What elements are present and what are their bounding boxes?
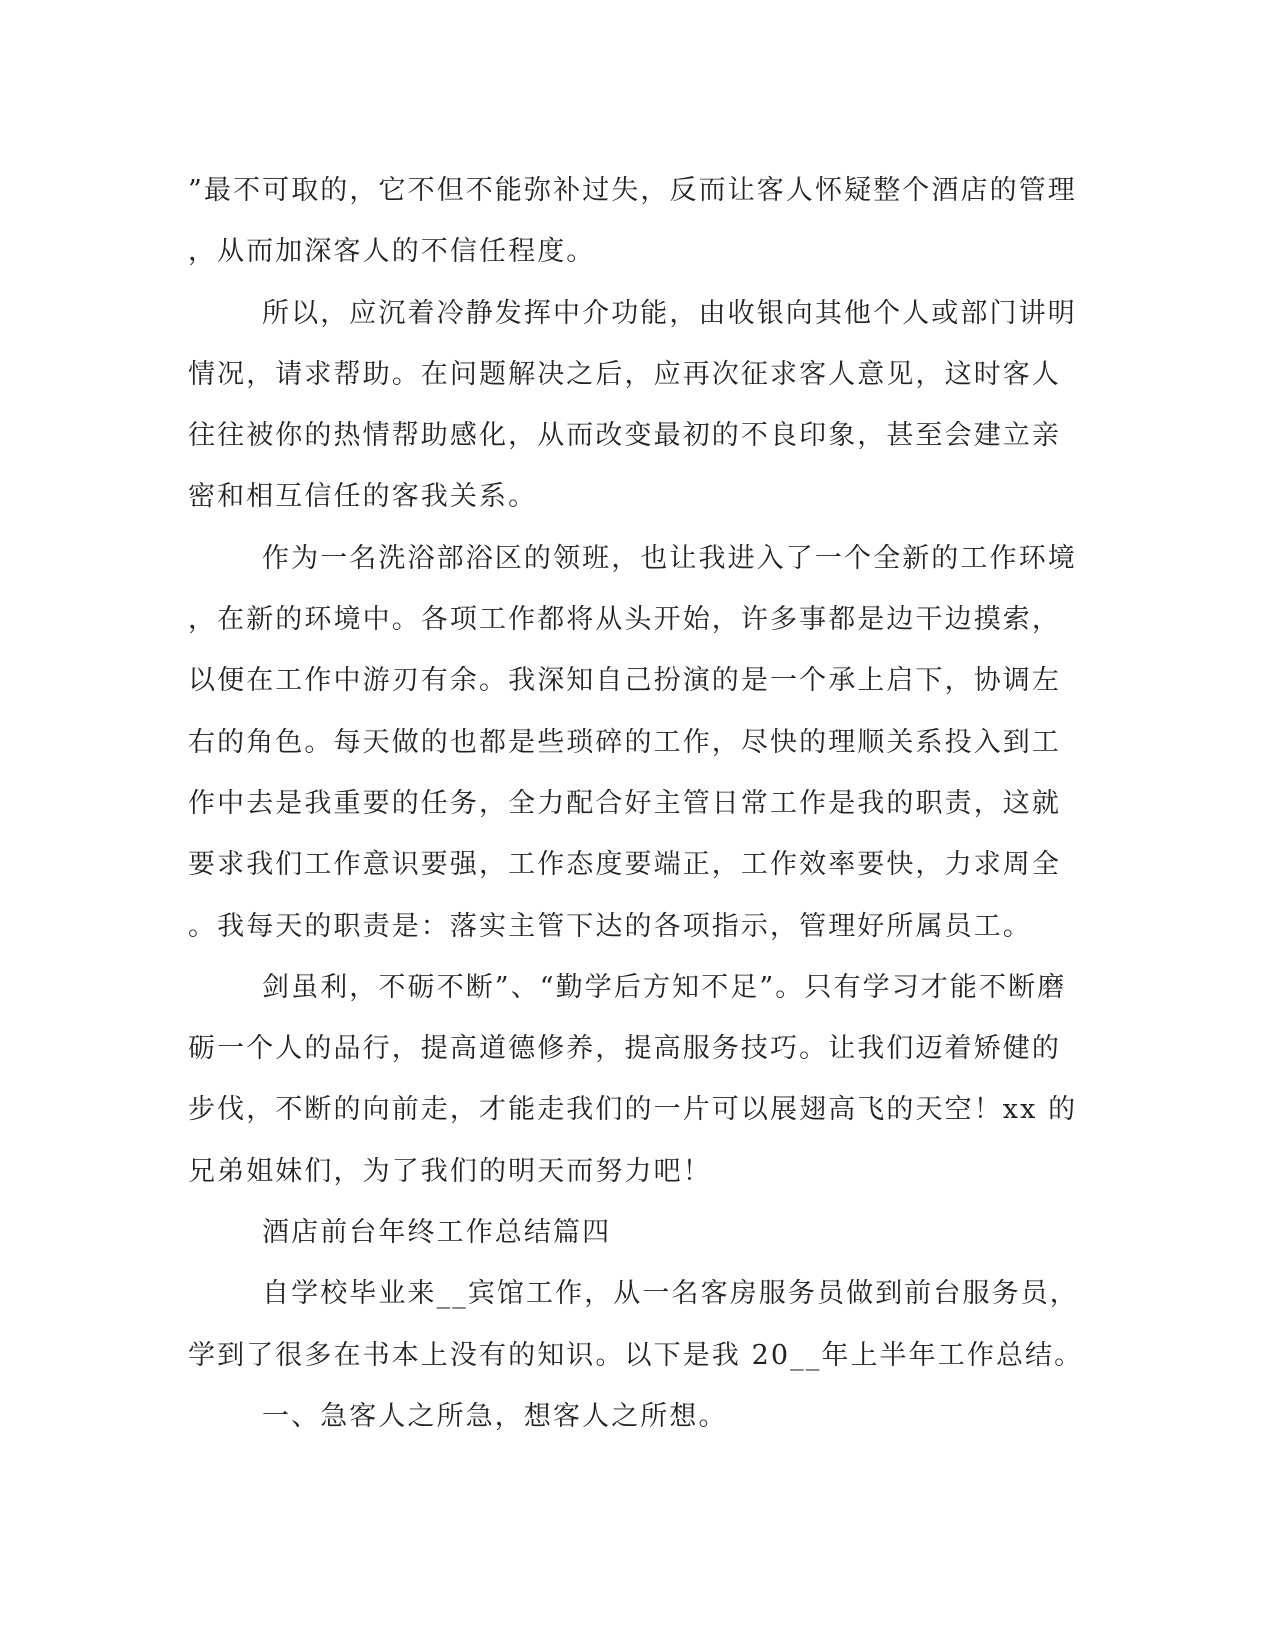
text-line: 作中去是我重要的任务，全力配合好主管日常工作是我的职责，这就 xyxy=(188,787,1061,819)
document-body xyxy=(188,160,1084,1447)
text-line: 砺一个人的品行，提高道德修养，提高服务技巧。让我们迈着矫健的 xyxy=(188,1033,1061,1065)
text-line: 要求我们工作意识要强，工作态度要端正，工作效率要快，力求周全 xyxy=(188,849,1061,881)
text-line: ，从而加深客人的不信任程度。 xyxy=(188,236,596,268)
text-line: 所以，应沉着冷静发挥中介功能，由收银向其他个人或部门讲明 xyxy=(262,297,1077,329)
text-line: 兄弟姐妹们，为了我们的明天而努力吧！ xyxy=(188,1155,712,1187)
text-line: 以便在工作中游刃有余。我深知自己扮演的是一个承上启下，协调左 xyxy=(188,665,1061,697)
text-line: 自学校毕业来__宾馆工作，从一名客房服务员做到前台服务员， xyxy=(262,1278,1079,1310)
text-line: 步伐，不断的向前走，才能走我们的一片可以展翅高飞的天空！xx 的 xyxy=(188,1094,1078,1126)
text-line: 学到了很多在书本上没有的知识。以下是我 20__年上半年工作总结。 xyxy=(188,1339,1084,1371)
text-line: 密和相互信任的客我关系。 xyxy=(188,481,538,513)
text-line: 情况，请求帮助。在问题解决之后，应再次征求客人意见，这时客人 xyxy=(188,358,1061,390)
text-line: ，在新的环境中。各项工作都将从头开始，许多事都是边干边摸索， xyxy=(188,604,1061,636)
text-line: 酒店前台年终工作总结篇四 xyxy=(262,1217,612,1249)
text-line: ”最不可取的，它不但不能弥补过失，反而让客人怀疑整个酒店的管理 xyxy=(188,175,1077,206)
text-line: 往往被你的热情帮助感化，从而改变最初的不良印象，甚至会建立亲 xyxy=(188,420,1061,452)
text-line: 剑虽利，不砺不断”、“勤学后方知不足”。只有学习才能不断磨 xyxy=(262,971,1067,1003)
text-line: 。我每天的职责是：落实主管下达的各项指示，管理好所属员工。 xyxy=(188,910,1032,942)
text-line: 一、急客人之所急，想客人之所想。 xyxy=(262,1400,728,1432)
text-line: 右的角色。每天做的也都是些琐碎的工作，尽快的理顺关系投入到工 xyxy=(188,726,1061,758)
text-line: 作为一名洗浴部浴区的领班，也让我进入了一个全新的工作环境 xyxy=(262,542,1077,574)
